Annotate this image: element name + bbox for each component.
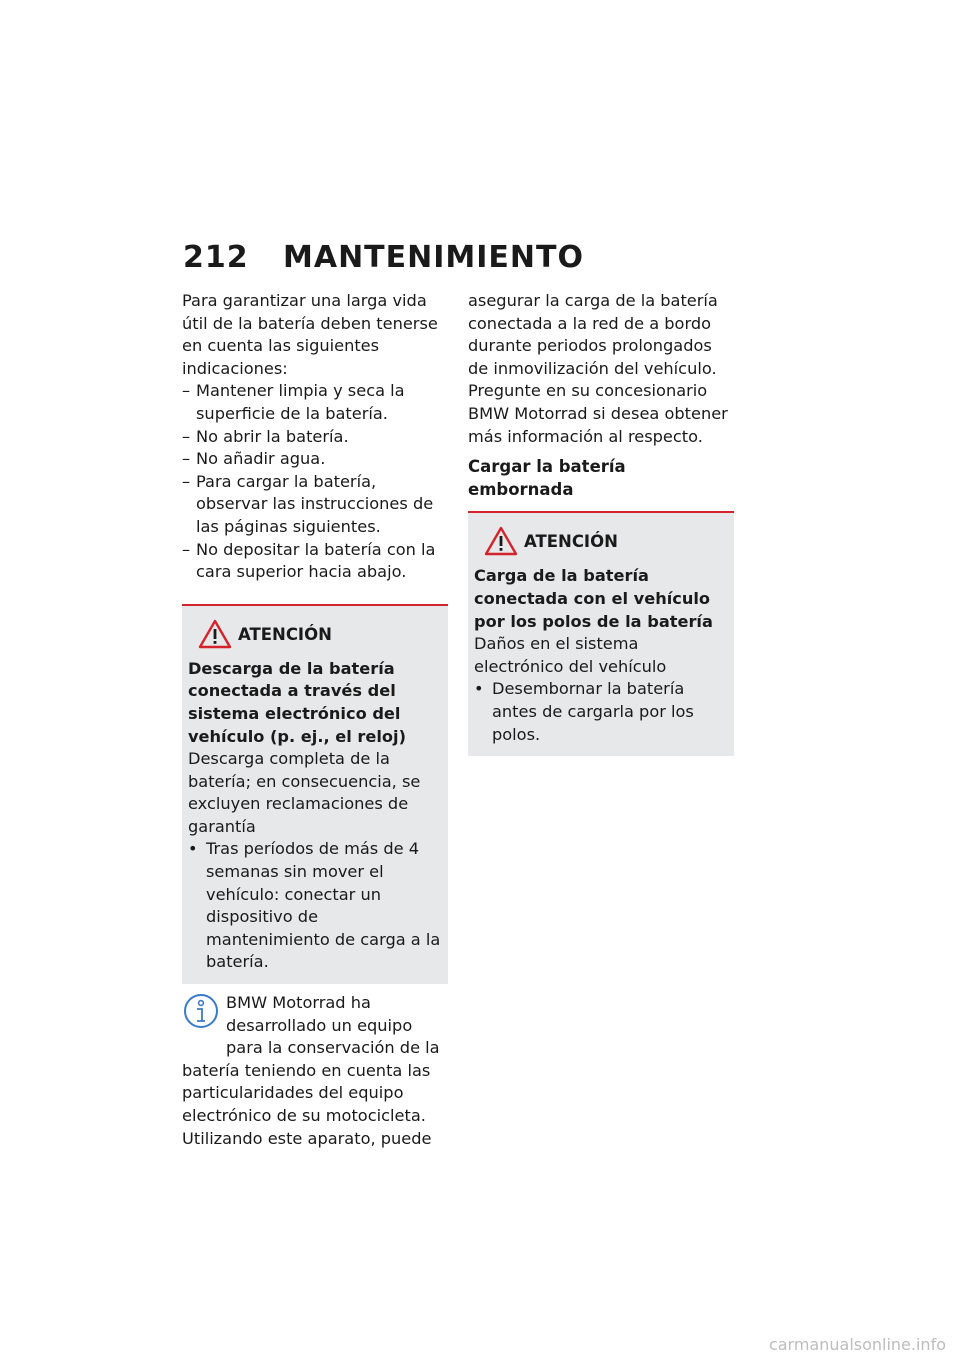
section-title: Cargar la batería embornada	[468, 457, 626, 499]
info-icon	[182, 992, 220, 1038]
list-item: • Tras períodos de más de 4 semanas sin mover el vehículo: conectar un dispositivo de mantenimiento de carga a la batería.	[188, 839, 441, 972]
warning-box	[468, 511, 734, 756]
list-item: – No depositar la batería con la cara superior hacia abajo.	[182, 539, 436, 582]
right-column	[468, 290, 734, 756]
list-item: – No abrir la batería.	[182, 426, 349, 446]
warning-bullets	[188, 838, 442, 974]
list-item: – Para cargar la batería, observar las instrucciones de las páginas siguientes.	[182, 471, 434, 536]
list-item: – No añadir agua.	[182, 449, 326, 469]
watermark: carmanualsonline.info	[768, 1335, 946, 1354]
continuation-text: asegurar la carga de la batería conectada a la red de a bordo durante periodos prolongados de inmovilización del vehículo. Pregunte en su concesionario BMW Motorrad si desea obtener más información al respecto.	[468, 291, 728, 446]
page-number: 212	[183, 240, 249, 275]
warning-box	[182, 604, 448, 984]
page-title: MANTENIMIENTO	[283, 240, 584, 275]
warning-triangle-icon	[198, 618, 232, 650]
list-item: – Mantener limpia y seca la superficie de la batería.	[182, 381, 405, 423]
warning-header	[474, 525, 728, 565]
warning-title: ATENCIÓN	[524, 532, 618, 552]
info-text: BMW Motorrad ha desarrollado un equipo para la conservación de la batería teniendo en cuenta las particularidades del equipo electrónico de su motocicleta. Utilizando este aparato, puede	[182, 993, 440, 1148]
list-item: • Desembornar la batería antes de cargarla por los polos.	[474, 679, 694, 744]
warning-heading: Descarga de la batería conectada a través del sistema electrónico del vehículo (p. ej., el reloj)	[188, 658, 407, 746]
intro-text: Para garantizar una larga vida útil de la batería deben tenerse en cuenta las siguientes indicaciones:	[182, 291, 438, 378]
maintenance-list	[182, 380, 448, 583]
warning-text: Descarga completa de la batería; en consecuencia, se excluyen reclamaciones de garantía	[188, 749, 421, 836]
warning-triangle-icon	[484, 525, 518, 557]
warning-bullets	[474, 678, 728, 746]
warning-text: Daños en el sistema electrónico del vehículo	[474, 634, 667, 676]
info-note	[182, 992, 448, 1150]
warning-heading: Carga de la batería conectada con el vehículo por los polos de la batería	[474, 566, 713, 631]
left-column	[182, 290, 448, 1150]
warning-header	[188, 618, 442, 658]
warning-title: ATENCIÓN	[238, 624, 332, 644]
